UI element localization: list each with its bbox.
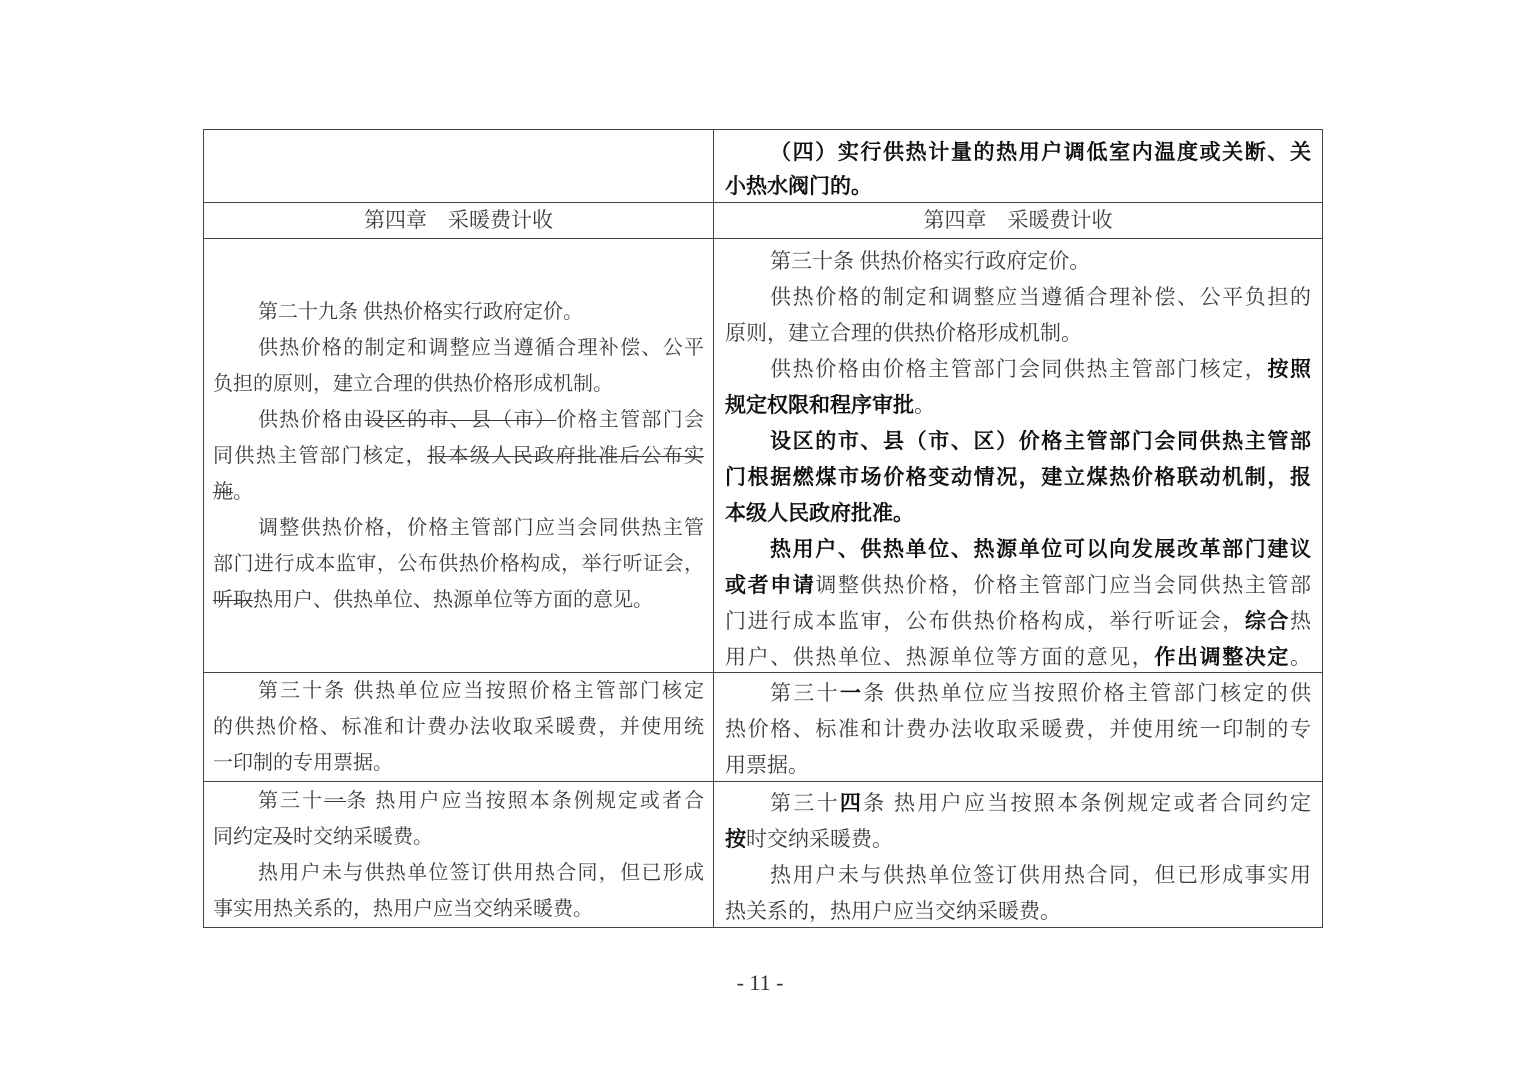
deleted-text: 设区的市、县（市） (364, 408, 557, 431)
row3-left-line-8 (213, 546, 704, 582)
row3-right-line-7 (725, 459, 1311, 495)
text: 第三十条 供热价格实行政府定价。 (770, 249, 1091, 273)
text: 热用户、供热单位、热源单位等方面的意见。 (253, 588, 653, 611)
row3-right-cell (714, 239, 1323, 673)
page-number: - 11 - (736, 970, 784, 995)
row3-left-line-9 (213, 582, 704, 618)
row5-right-line-3 (725, 857, 1311, 893)
deleted-text: 施 (213, 480, 233, 503)
row3-right-line-12 (725, 639, 1311, 675)
row5-right-line-4 (725, 893, 1311, 929)
text: 用票据。 (725, 753, 809, 777)
deleted-text: 及 (273, 826, 293, 848)
text: 条 供热单位应当按照价格主管部门核定的供 (863, 681, 1312, 705)
text: 调整供热价格，价格主管部门应当会同供热主管部 (815, 573, 1312, 597)
row5-right-cell (714, 782, 1323, 928)
row3-left-line-1 (213, 294, 704, 330)
deleted-text: 听取 (213, 588, 253, 611)
text: 第三十条 供热单位应当按照价格主管部门核定 (258, 680, 704, 702)
text: 第三十 (770, 681, 840, 705)
text: 事实用热关系的，热用户应当交纳采暖费。 (213, 898, 593, 920)
added-text: 按 (725, 827, 746, 851)
row3-left-cell (204, 239, 714, 673)
row4-left-cell (204, 673, 714, 782)
row3-right-line-3 (725, 315, 1311, 351)
text: 。 (233, 480, 253, 503)
row3-right-line-10 (725, 567, 1311, 603)
row4-right-cell (714, 673, 1323, 782)
row3-left-line-2 (213, 330, 704, 366)
added-text: 设区的市、县（市、区）价格主管部门会同供热主管部 (770, 429, 1311, 453)
text: 同供热主管部门核定， (213, 444, 428, 467)
row1-left-cell (204, 130, 714, 203)
text: 第三十 (258, 790, 325, 812)
added-text: 作出调整决定 (1154, 645, 1291, 669)
text: 供热价格的制定和调整应当遵循合理补偿、公平 (258, 336, 704, 359)
text: 同约定 (213, 826, 273, 848)
row5-left-line-4 (213, 891, 704, 927)
text: 热用户未与供热单位签订供用热合同，但已形成 (258, 862, 704, 884)
added-text: 小热水阀门的。 (725, 174, 872, 198)
row3-right-line-4 (725, 351, 1311, 387)
text: 供热价格的制定和调整应当遵循合理补偿、公平负担的 (770, 285, 1311, 309)
row3-right-line-9 (725, 531, 1311, 567)
row3-left-line-4 (213, 402, 704, 438)
text: 时交纳采暖费。 (293, 826, 433, 848)
comparison-table (203, 129, 1323, 928)
text: 热 (1290, 609, 1312, 633)
text: 原则，建立合理的供热价格形成机制。 (725, 321, 1082, 345)
text: 门进行成本监审，公布供热价格构成，举行听证会， (725, 609, 1245, 633)
chapter-heading-right: 第四章 采暖费计收 (923, 208, 1113, 232)
text: 的供热价格、标准和计费办法收取采暖费，并使用统 (213, 716, 704, 738)
deleted-text: 一 (324, 790, 347, 812)
row5-left-line-2 (213, 819, 704, 855)
text: 用户、供热单位、热源单位等方面的意见， (725, 645, 1155, 669)
text: 。 (914, 393, 935, 417)
text: 。 (1290, 645, 1312, 669)
row3-left-line-7 (213, 510, 704, 546)
text: 热用户未与供热单位签订供用热合同，但已形成事实用 (770, 863, 1311, 887)
row5-left-cell (204, 782, 714, 928)
text: 调整供热价格，价格主管部门应当会同供热主管 (258, 516, 704, 539)
text: 价格主管部门会 (556, 408, 705, 431)
row1-right-cell (714, 130, 1323, 203)
row1-right-line-1 (725, 135, 1311, 169)
row3-right-line-11 (725, 603, 1311, 639)
text: 负担的原则，建立合理的供热价格形成机制。 (213, 372, 613, 395)
row4-left-line-1 (213, 673, 704, 709)
row4-right-line-1 (725, 675, 1311, 711)
added-text: 四 (839, 791, 864, 815)
row5-right-line-1 (725, 785, 1311, 821)
row3-right-line-8 (725, 495, 1311, 531)
added-text: 按照 (1267, 357, 1311, 381)
added-text: 门根据燃煤市场价格变动情况，建立煤热价格联动机制，报 (725, 465, 1311, 489)
row3-left-line-3 (213, 366, 704, 402)
text: 第二十九条 供热价格实行政府定价。 (258, 300, 583, 323)
text: 热关系的，热用户应当交纳采暖费。 (725, 899, 1061, 923)
added-text: （四）实行供热计量的热用户调低室内温度或关断、关 (770, 140, 1311, 164)
row4-right-line-2 (725, 711, 1311, 747)
text: 条 热用户应当按照本条例规定或者合同约定 (863, 791, 1312, 815)
row4-left-line-2 (213, 709, 704, 745)
row5-right-line-2 (725, 821, 1311, 857)
row5-left-line-1 (213, 783, 704, 819)
row3-right-line-2 (725, 279, 1311, 315)
added-text: 热用户、供热单位、热源单位可以向发展改革部门建议 (770, 537, 1311, 561)
added-text: 本级人民政府批准。 (725, 501, 914, 525)
text: 时交纳采暖费。 (746, 827, 893, 851)
text: 条 热用户应当按照本条例规定或者合 (346, 790, 705, 812)
row3-left-line-6 (213, 474, 704, 510)
row5-left-line-3 (213, 855, 704, 891)
text: 部门进行成本监审，公布供热价格构成，举行听证会， (213, 552, 704, 575)
text: 热价格、标准和计费办法收取采暖费，并使用统一印制的专 (725, 717, 1311, 741)
row3-right-line-5 (725, 387, 1311, 423)
row4-left-line-3 (213, 745, 704, 781)
row3-left-line-5 (213, 438, 704, 474)
row2-left-cell (204, 203, 714, 239)
row3-right-line-1 (725, 243, 1311, 279)
row1-right-line-2 (725, 169, 1311, 203)
row2-right-cell (714, 203, 1323, 239)
added-text: 或者申请 (725, 573, 816, 597)
row4-right-line-3 (725, 747, 1311, 783)
chapter-heading-left: 第四章 采暖费计收 (364, 208, 553, 232)
added-text: 综合 (1244, 609, 1291, 633)
row3-right-line-6 (725, 423, 1311, 459)
text: 一印制的专用票据。 (213, 752, 393, 774)
added-text: 规定权限和程序审批 (725, 393, 914, 417)
text: 第三十 (770, 791, 840, 815)
text: 供热价格由 (258, 408, 365, 431)
text: 供热价格由价格主管部门会同供热主管部门核定， (770, 357, 1268, 381)
deleted-text: 报本级人民政府批准后公布实 (427, 444, 705, 467)
added-text: 一 (839, 681, 864, 705)
